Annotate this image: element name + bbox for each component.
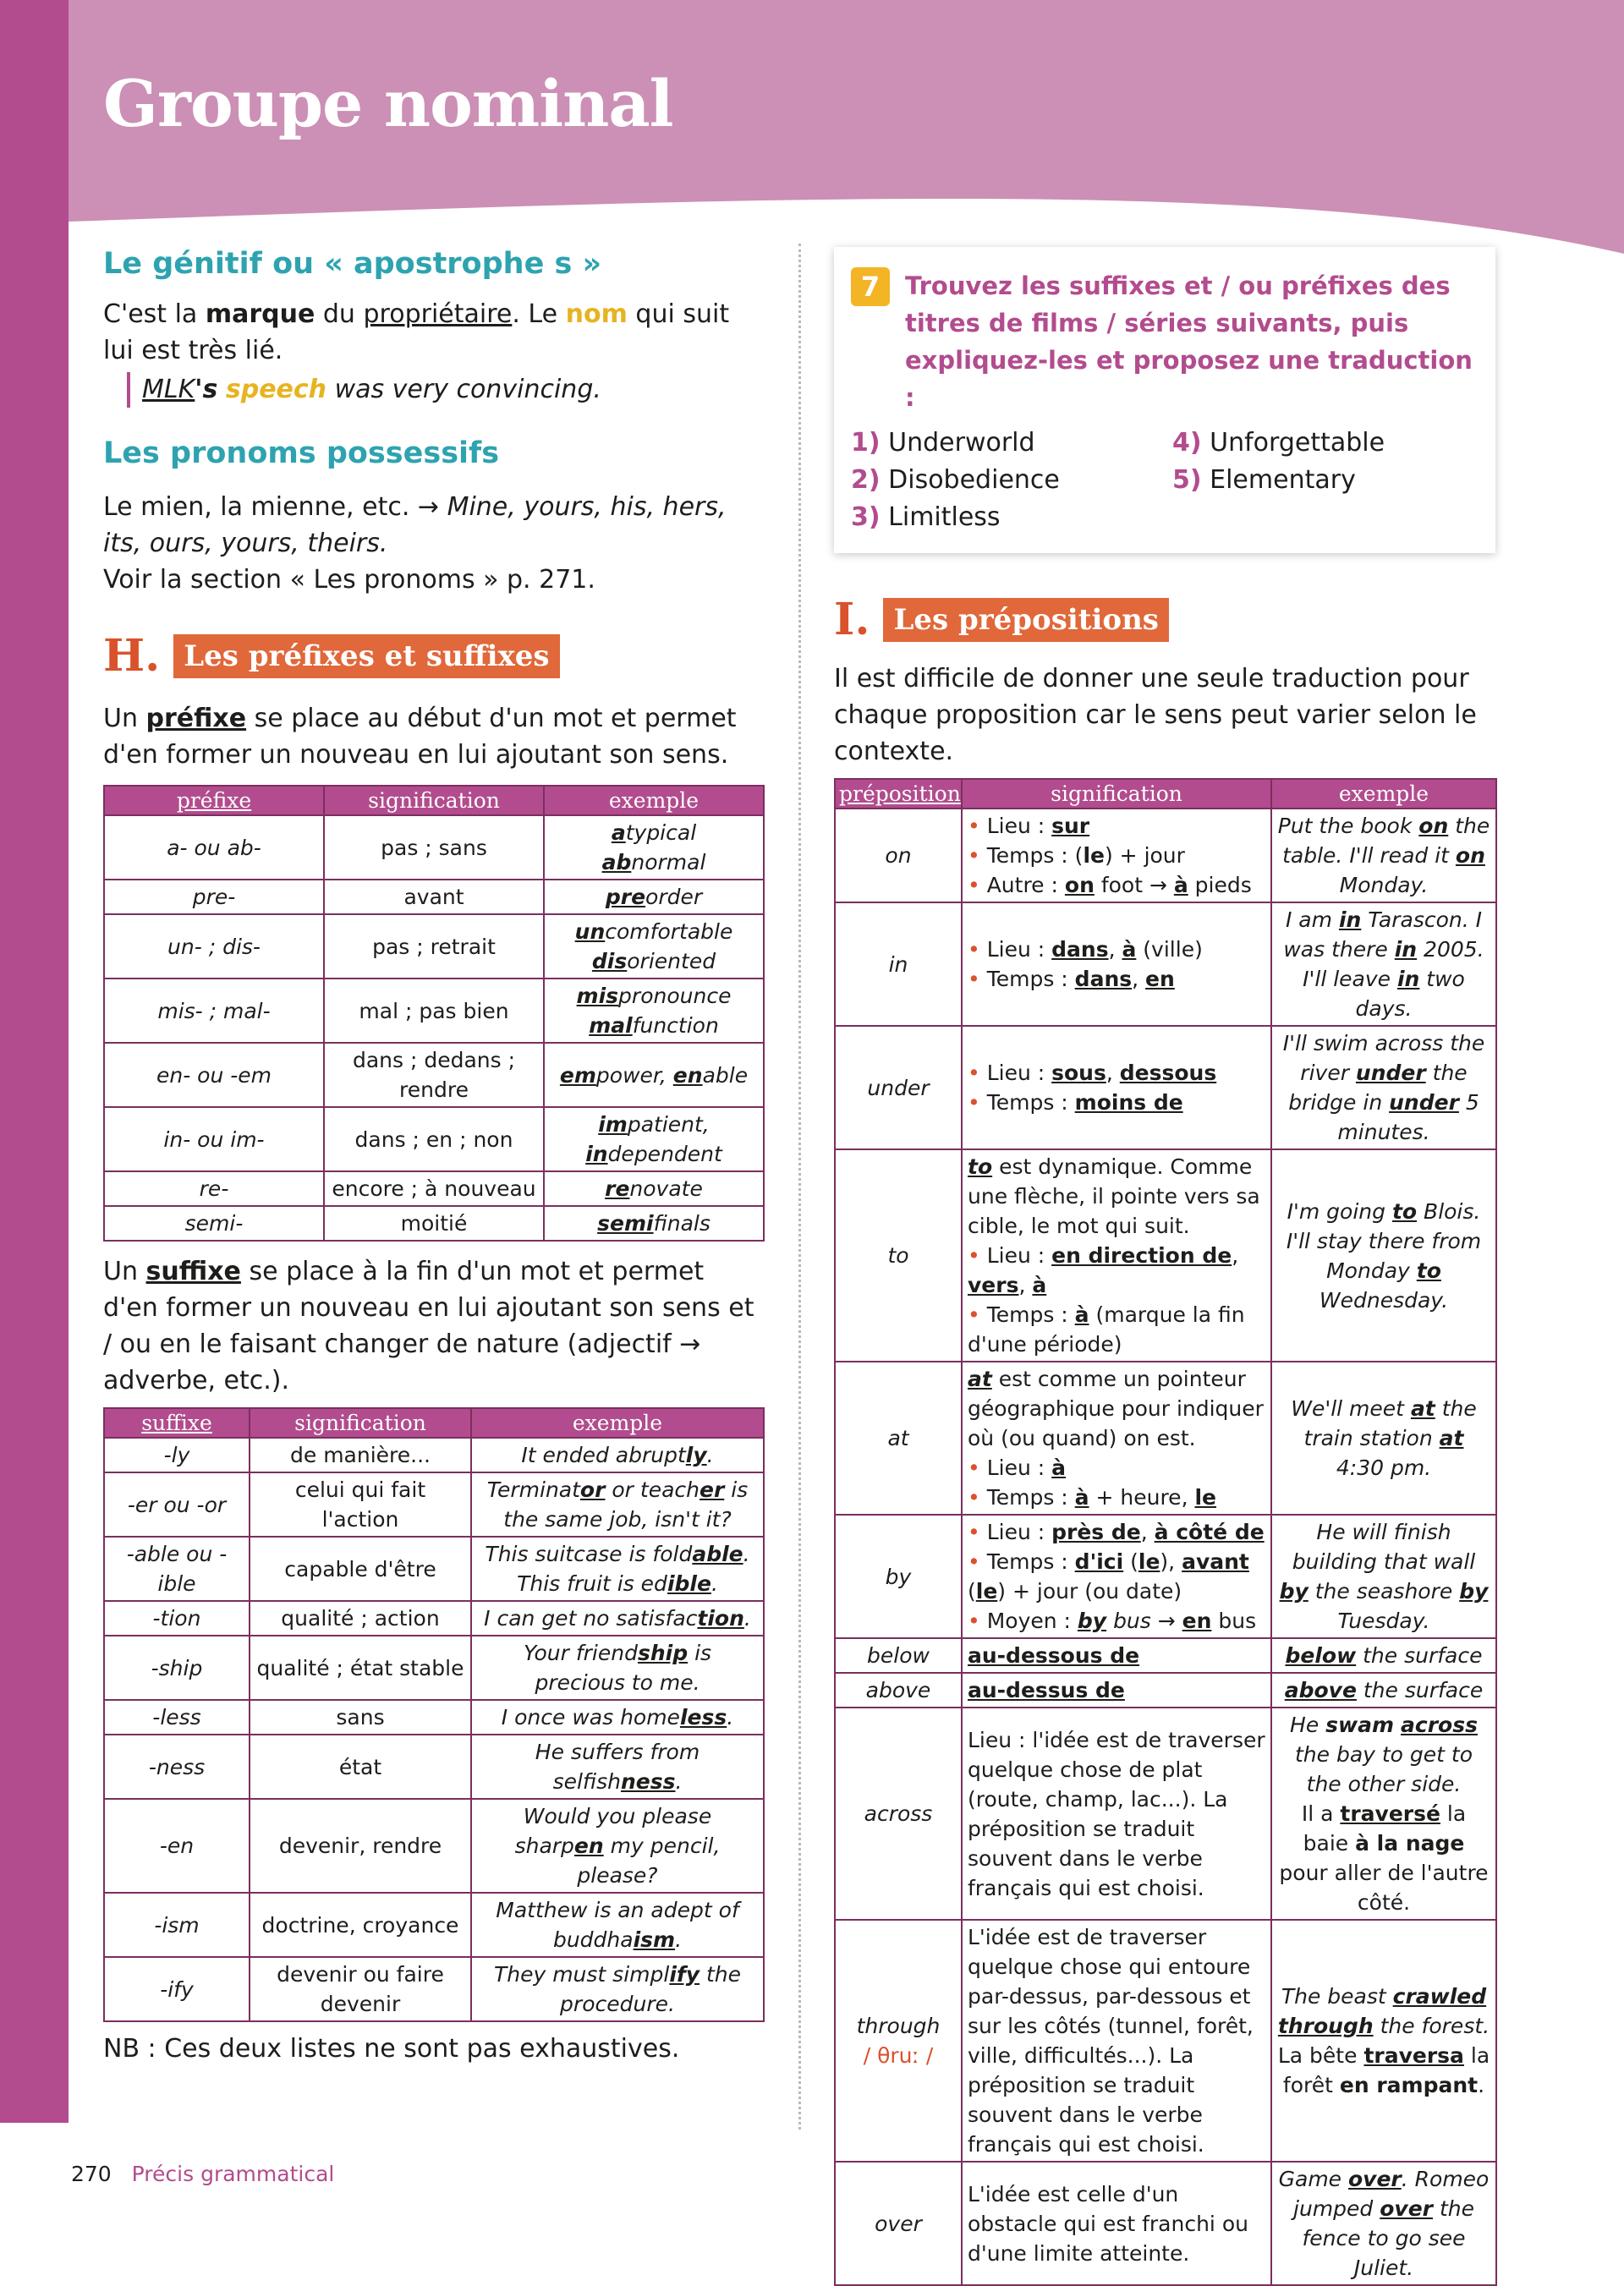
meaning-cell: dans ; dedans ; rendre bbox=[324, 1043, 544, 1107]
meaning-cell: celui qui fait l'action bbox=[250, 1472, 471, 1537]
preposition-table-body bbox=[835, 809, 1496, 2285]
table-row bbox=[104, 1700, 764, 1735]
section-i-label: Les prépositions bbox=[883, 598, 1169, 642]
affix-cell: un- ; dis- bbox=[104, 914, 324, 979]
affix-cell: -en bbox=[104, 1799, 250, 1893]
exercise-box bbox=[834, 247, 1495, 553]
right-column bbox=[834, 247, 1495, 2286]
table-row bbox=[835, 902, 1496, 1026]
meaning-cell: moitié bbox=[324, 1206, 544, 1241]
affix-cell: -ship bbox=[104, 1636, 250, 1700]
meaning-cell: L'idée est de traverser quelque chose qui entoure par-dessus, par-dessous et sur les côtés (tunnel, forêt, ville, difficultés...). La préposition se traduit souvent dans le verbe français qui est choisi. bbox=[962, 1920, 1271, 2162]
affix-cell: -ify bbox=[104, 1957, 250, 2021]
example-cell: renovate bbox=[544, 1171, 764, 1206]
table-row bbox=[835, 809, 1496, 902]
meaning-cell: pas ; retrait bbox=[324, 914, 544, 979]
suffix-table-body bbox=[104, 1438, 764, 2021]
meaning-cell: pas ; sans bbox=[324, 815, 544, 880]
example-cell: They must simplify the procedure. bbox=[471, 1957, 764, 2021]
table-row bbox=[835, 1708, 1496, 1920]
example-cell: preorder bbox=[544, 880, 764, 914]
section-i-letter: I. bbox=[834, 594, 870, 645]
prefix-table-body bbox=[104, 815, 764, 1241]
section-i-heading bbox=[834, 594, 1495, 645]
exercise-item: 1) Underworld bbox=[851, 428, 1035, 458]
meaning-cell: dans ; en ; non bbox=[324, 1107, 544, 1171]
suffix-header-meaning: signification bbox=[250, 1408, 471, 1438]
meaning-cell: • Lieu : près de, à côté de • Temps : d'ici (le), avant (le) + jour (ou date) • Moyen : by bus → en bus bbox=[962, 1515, 1271, 1638]
column-divider bbox=[798, 244, 801, 2130]
section-h-heading bbox=[103, 630, 763, 682]
table-row bbox=[835, 2162, 1496, 2285]
meaning-cell: encore ; à nouveau bbox=[324, 1171, 544, 1206]
exercise-item: 3) Limitless bbox=[851, 502, 1001, 532]
table-row bbox=[104, 1601, 764, 1636]
suffix-intro: Un suffixe se place à la fin d'un mot et permet d'en former un nouveau en lui ajoutant son sens et / ou en le faisant changer de nature (adjectif → adverbe, etc.). bbox=[103, 1257, 754, 1395]
table-row bbox=[104, 1537, 764, 1601]
section-h-letter: H. bbox=[103, 630, 161, 682]
table-row bbox=[104, 880, 764, 914]
prep-cell: over bbox=[835, 2162, 962, 2285]
example-cell: We'll meet at the train station at 4:30 pm. bbox=[1271, 1362, 1496, 1515]
meaning-cell: at est comme un pointeur géographique pour indiquer où (ou quand) on est. • Lieu : à • Temps : à + heure, le bbox=[962, 1362, 1271, 1515]
table-row bbox=[835, 1515, 1496, 1638]
table-row bbox=[104, 1171, 764, 1206]
exercise-number-badge: 7 bbox=[851, 267, 890, 306]
meaning-cell: qualité ; action bbox=[250, 1601, 471, 1636]
example-cell: The beast crawled through the forest. La bête traversa la forêt en rampant. bbox=[1271, 1920, 1496, 2162]
affix-cell: -ly bbox=[104, 1438, 250, 1472]
prep-cell: above bbox=[835, 1673, 962, 1708]
page-number: 270 bbox=[71, 2162, 112, 2186]
meaning-cell: • Lieu : sur • Temps : (le) + jour • Autre : on foot → à pieds bbox=[962, 809, 1271, 902]
example-cell: Put the book on the table. I'll read it on Monday. bbox=[1271, 809, 1496, 902]
exercise-item: 2) Disobedience bbox=[851, 465, 1060, 495]
example-cell: He suffers from selfishness. bbox=[471, 1735, 764, 1799]
example-cell: Matthew is an adept of buddhaism. bbox=[471, 1893, 764, 1957]
table-row bbox=[104, 1957, 764, 2021]
suffix-table bbox=[103, 1407, 765, 2022]
table-row bbox=[835, 1149, 1496, 1362]
example-cell: I am in Tarascon. I was there in 2005. I'll leave in two days. bbox=[1271, 902, 1496, 1026]
table-row bbox=[104, 1438, 764, 1472]
example-cell: I'll swim across the river under the bridge in under 5 minutes. bbox=[1271, 1026, 1496, 1149]
table-row bbox=[104, 1107, 764, 1171]
genitif-example: MLK's speech was very convincing. bbox=[127, 372, 763, 408]
affix-cell: -er ou -or bbox=[104, 1472, 250, 1537]
table-row bbox=[835, 1362, 1496, 1515]
suffix-header-example: exemple bbox=[471, 1408, 764, 1438]
meaning-cell: qualité ; état stable bbox=[250, 1636, 471, 1700]
exercise-instruction: Trouvez les suffixes et / ou préfixes des titres de films / séries suivants, puis expliquez-les et proposez une traduction : bbox=[905, 271, 1473, 412]
prep-cell: on bbox=[835, 809, 962, 902]
affix-cell: pre- bbox=[104, 880, 324, 914]
example-cell: above the surface bbox=[1271, 1673, 1496, 1708]
affix-cell: en- ou -em bbox=[104, 1043, 324, 1107]
genitif-heading: Le génitif ou « apostrophe s » bbox=[103, 247, 602, 281]
left-color-band bbox=[0, 0, 69, 2123]
table-row bbox=[104, 1735, 764, 1799]
page-footer bbox=[71, 2162, 334, 2186]
meaning-cell: mal ; pas bien bbox=[324, 979, 544, 1043]
meaning-cell: avant bbox=[324, 880, 544, 914]
meaning-cell: devenir ou faire devenir bbox=[250, 1957, 471, 2021]
affix-cell: -tion bbox=[104, 1601, 250, 1636]
exercise-items bbox=[851, 425, 1477, 536]
meaning-cell: sans bbox=[250, 1700, 471, 1735]
meaning-cell: L'idée est celle d'un obstacle qui est franchi ou d'une limite atteinte. bbox=[962, 2162, 1271, 2285]
example-cell: below the surface bbox=[1271, 1638, 1496, 1673]
exercise-item: 5) Elementary bbox=[1172, 465, 1356, 495]
meaning-cell: capable d'être bbox=[250, 1537, 471, 1601]
affix-cell: a- ou ab- bbox=[104, 815, 324, 880]
table-row bbox=[835, 1920, 1496, 2162]
table-row bbox=[104, 1893, 764, 1957]
example-cell: I'm going to Blois. I'll stay there from Monday to Wednesday. bbox=[1271, 1149, 1496, 1362]
example-cell: Game over. Romeo jumped over the fence to go see Juliet. bbox=[1271, 2162, 1496, 2285]
example-cell: semifinals bbox=[544, 1206, 764, 1241]
pronoms-paragraph: Le mien, la mienne, etc. → Mine, yours, his, hers, its, ours, yours, theirs. Voir la section « Les pronoms » p. 271. bbox=[103, 492, 727, 595]
prep-cell: below bbox=[835, 1638, 962, 1673]
table-row bbox=[104, 1636, 764, 1700]
affix-cell: re- bbox=[104, 1171, 324, 1206]
prep-cell: under bbox=[835, 1026, 962, 1149]
meaning-cell: doctrine, croyance bbox=[250, 1893, 471, 1957]
table-row bbox=[835, 1673, 1496, 1708]
example-cell: empower, enable bbox=[544, 1043, 764, 1107]
affix-cell: -less bbox=[104, 1700, 250, 1735]
genitif-paragraph: C'est la marque du propriétaire. Le nom qui suit lui est très lié. bbox=[103, 299, 730, 365]
affix-cell: -able ou -ible bbox=[104, 1537, 250, 1601]
table-row bbox=[104, 1472, 764, 1537]
example-cell: Your friendship is precious to me. bbox=[471, 1636, 764, 1700]
table-row bbox=[104, 979, 764, 1043]
prep-cell: by bbox=[835, 1515, 962, 1638]
page-title: Groupe nominal bbox=[103, 66, 673, 141]
example-cell: Would you please sharpen my pencil, please? bbox=[471, 1799, 764, 1893]
prep-header-meaning: signification bbox=[962, 779, 1271, 809]
meaning-cell: de manière... bbox=[250, 1438, 471, 1472]
meaning-cell: au-dessus de bbox=[962, 1673, 1271, 1708]
meaning-cell: • Lieu : sous, dessous • Temps : moins de bbox=[962, 1026, 1271, 1149]
meaning-cell: Lieu : l'idée est de traverser quelque chose de plat (route, champ, lac...). La préposition se traduit souvent dans le verbe français qui est choisi. bbox=[962, 1708, 1271, 1920]
affix-cell: mis- ; mal- bbox=[104, 979, 324, 1043]
meaning-cell: • Lieu : dans, à (ville) • Temps : dans, en bbox=[962, 902, 1271, 1026]
example-cell: impatient, independent bbox=[544, 1107, 764, 1171]
prefix-header-example: exemple bbox=[544, 786, 764, 815]
section-h-label: Les préfixes et suffixes bbox=[173, 634, 559, 678]
nb-note: NB : Ces deux listes ne sont pas exhaustives. bbox=[103, 2034, 680, 2064]
example-cell: mispronounce malfunction bbox=[544, 979, 764, 1043]
prep-cell: in bbox=[835, 902, 962, 1026]
table-row bbox=[104, 1043, 764, 1107]
meaning-cell: au-dessous de bbox=[962, 1638, 1271, 1673]
meaning-cell: to est dynamique. Comme une flèche, il pointe vers sa cible, le mot qui suit. • Lieu : en direction de, vers, à • Temps : à (marque la fin d'une période) bbox=[962, 1149, 1271, 1362]
example-cell: Terminator or teacher is the same job, isn't it? bbox=[471, 1472, 764, 1537]
table-row bbox=[104, 914, 764, 979]
prefix-intro: Un préfixe se place au début d'un mot et permet d'en former un nouveau en lui ajoutant son sens. bbox=[103, 704, 737, 770]
prep-header-preposition: préposition bbox=[835, 779, 962, 809]
prep-cell: across bbox=[835, 1708, 962, 1920]
affix-cell: in- ou im- bbox=[104, 1107, 324, 1171]
table-row bbox=[835, 1638, 1496, 1673]
pronoms-heading: Les pronoms possessifs bbox=[103, 436, 500, 470]
affix-cell: -ism bbox=[104, 1893, 250, 1957]
left-column bbox=[103, 247, 763, 2067]
prep-cell: to bbox=[835, 1149, 962, 1362]
example-cell: uncomfortable disoriented bbox=[544, 914, 764, 979]
example-cell: He swam across the bay to get to the other side. Il a traversé la baie à la nage pour aller de l'autre côté. bbox=[1271, 1708, 1496, 1920]
prep-cell: at bbox=[835, 1362, 962, 1515]
preposition-table bbox=[834, 778, 1497, 2286]
prepositions-intro: Il est difficile de donner une seule traduction pour chaque proposition car le sens peut varier selon le contexte. bbox=[834, 664, 1477, 766]
suffix-header-affix: suffixe bbox=[104, 1408, 250, 1438]
example-cell: This suitcase is foldable. This fruit is edible. bbox=[471, 1537, 764, 1601]
prep-header-example: exemple bbox=[1271, 779, 1496, 809]
footer-section: Précis grammatical bbox=[131, 2162, 335, 2186]
meaning-cell: état bbox=[250, 1735, 471, 1799]
prefix-header-meaning: signification bbox=[324, 786, 544, 815]
affix-cell: semi- bbox=[104, 1206, 324, 1241]
example-cell: He will finish building that wall by the seashore by Tuesday. bbox=[1271, 1515, 1496, 1638]
table-row bbox=[104, 815, 764, 880]
prefix-header-affix: préfixe bbox=[104, 786, 324, 815]
meaning-cell: devenir, rendre bbox=[250, 1799, 471, 1893]
prep-cell: through / θruː / bbox=[835, 1920, 962, 2162]
exercise-item: 4) Unforgettable bbox=[1172, 428, 1385, 458]
example-cell: It ended abruptly. bbox=[471, 1438, 764, 1472]
example-cell: I once was homeless. bbox=[471, 1700, 764, 1735]
table-row bbox=[104, 1799, 764, 1893]
example-cell: I can get no satisfaction. bbox=[471, 1601, 764, 1636]
example-cell: atypical abnormal bbox=[544, 815, 764, 880]
table-row bbox=[104, 1206, 764, 1241]
prefix-table bbox=[103, 785, 765, 1242]
table-row bbox=[835, 1026, 1496, 1149]
affix-cell: -ness bbox=[104, 1735, 250, 1799]
